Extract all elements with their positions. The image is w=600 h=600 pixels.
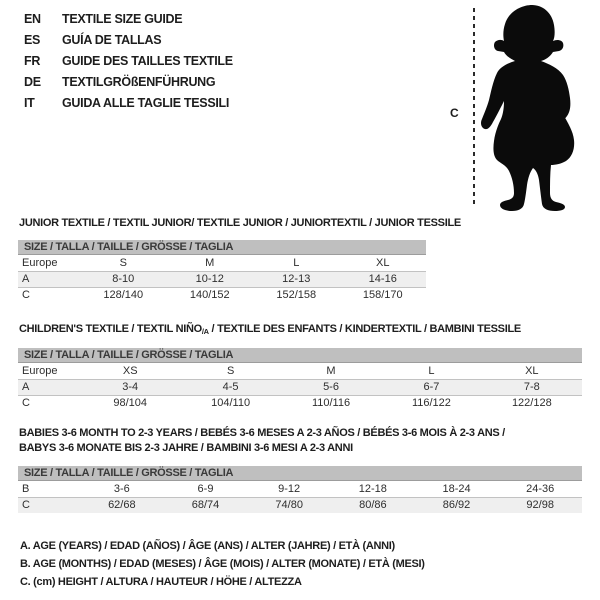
age-cell: 24-36 bbox=[526, 483, 555, 495]
age-cell: 10-12 bbox=[195, 273, 224, 285]
height-cell: 158/170 bbox=[362, 289, 403, 301]
guide-title: TEXTILE SIZE GUIDE bbox=[62, 12, 183, 26]
language-code: IT bbox=[24, 96, 35, 110]
language-row bbox=[24, 30, 233, 51]
children-table-title bbox=[19, 323, 521, 336]
height-cell: 74/80 bbox=[275, 499, 303, 511]
age-cell: 14-16 bbox=[368, 273, 397, 285]
height-cell: 122/128 bbox=[511, 397, 552, 409]
language-row bbox=[24, 9, 233, 30]
guide-title: TEXTILGRÖßENFÜHRUNG bbox=[62, 75, 216, 89]
height-cell: 80/86 bbox=[359, 499, 387, 511]
language-row bbox=[24, 51, 233, 72]
language-code: ES bbox=[24, 33, 41, 47]
table-row bbox=[18, 379, 582, 395]
language-code: EN bbox=[24, 12, 41, 26]
babies-title-line2: BABYS 3-6 MONATE BIS 2-3 JAHRE / BAMBINI 3-6 MESI A 2-3 ANNI bbox=[19, 442, 353, 454]
size-cell: XL bbox=[525, 365, 539, 377]
height-cell: 116/122 bbox=[411, 397, 451, 409]
babies-title-line1: BABIES 3-6 MONTH TO 2-3 YEARS / BEBÉS 3-6 MESES A 2-3 AÑOS / BÉBÉS 3-6 MOIS À 2-3 ANS / bbox=[19, 427, 505, 439]
children-size-table bbox=[18, 348, 582, 411]
language-title-list bbox=[24, 9, 233, 114]
row-label: C bbox=[22, 499, 30, 511]
language-code: FR bbox=[24, 54, 41, 68]
age-cell: 6-9 bbox=[197, 483, 214, 495]
height-cell: 104/110 bbox=[211, 397, 251, 409]
size-cell: S bbox=[226, 365, 235, 377]
size-cell: L bbox=[428, 365, 435, 377]
height-cell: 68/74 bbox=[191, 499, 220, 511]
size-cell: M bbox=[326, 365, 336, 377]
size-cell: L bbox=[293, 257, 300, 269]
table-row bbox=[18, 497, 582, 513]
baby-silhouette-icon bbox=[478, 2, 578, 212]
legend-item-c: C. (cm) HEIGHT / ALTURA / HAUTEUR / HÖHE / ALTEZZA bbox=[20, 576, 302, 588]
table-row bbox=[18, 255, 426, 271]
row-label: Europe bbox=[22, 257, 58, 269]
height-cell: 92/98 bbox=[526, 499, 554, 511]
age-cell: 8-10 bbox=[112, 273, 135, 285]
height-cell: 98/104 bbox=[113, 397, 148, 409]
guide-title: GUIDE DES TAILLES TEXTILE bbox=[62, 54, 233, 68]
children-title-part: CHILDREN'S TEXTILE / TEXTIL NIÑO bbox=[19, 323, 202, 335]
age-cell: 18-24 bbox=[442, 483, 471, 495]
children-title-subscript: /A bbox=[201, 327, 209, 336]
children-title-part: / TEXTILE DES ENFANTS / KINDERTEXTIL / BAMBINI TESSILE bbox=[208, 323, 521, 335]
language-row bbox=[24, 93, 233, 114]
row-label: A bbox=[22, 381, 30, 393]
age-cell: 6-7 bbox=[423, 381, 440, 393]
table-row bbox=[18, 363, 582, 379]
row-label: C bbox=[22, 397, 30, 409]
age-cell: 12-18 bbox=[358, 483, 387, 495]
table-row bbox=[18, 395, 582, 411]
height-cell: 140/152 bbox=[189, 289, 230, 301]
height-cell: 110/116 bbox=[311, 397, 351, 409]
junior-size-table bbox=[18, 240, 426, 303]
height-measure-dashed-line bbox=[473, 8, 475, 206]
age-cell: 3-4 bbox=[122, 381, 139, 393]
size-header-band: SIZE / TALLA / TAILLE / GRÖSSE / TAGLIA bbox=[18, 240, 426, 255]
row-label: B bbox=[22, 483, 30, 495]
height-cell: 86/92 bbox=[442, 499, 471, 511]
row-label: C bbox=[22, 289, 30, 301]
legend-item-a: A. AGE (YEARS) / EDAD (AÑOS) / ÂGE (ANS) / ALTER (JAHRE) / ETÀ (ANNI) bbox=[20, 540, 395, 552]
age-cell: 12-13 bbox=[282, 273, 311, 285]
size-cell: S bbox=[119, 257, 127, 269]
height-cell: 152/158 bbox=[276, 289, 317, 301]
table-row bbox=[18, 287, 426, 303]
junior-table-title: JUNIOR TEXTILE / TEXTIL JUNIOR/ TEXTILE JUNIOR / JUNIORTEXTIL / JUNIOR TESSILE bbox=[19, 217, 461, 229]
row-label: A bbox=[22, 273, 30, 285]
height-measure-label: C bbox=[450, 106, 459, 120]
height-cell: 62/68 bbox=[108, 499, 136, 511]
size-cell: XS bbox=[122, 365, 138, 377]
table-row bbox=[18, 271, 426, 287]
guide-title: GUIDA ALLE TAGLIE TESSILI bbox=[62, 96, 230, 110]
size-header-band: SIZE / TALLA / TAILLE / GRÖSSE / TAGLIA bbox=[18, 348, 582, 363]
babies-table-title bbox=[19, 426, 505, 456]
height-cell: 128/140 bbox=[103, 289, 144, 301]
legend-item-b: B. AGE (MONTHS) / EDAD (MESES) / ÂGE (MOIS) / ALTER (MONATE) / ETÀ (MESI) bbox=[20, 558, 425, 570]
size-cell: XL bbox=[376, 257, 390, 269]
language-code: DE bbox=[24, 75, 41, 89]
size-header-band: SIZE / TALLA / TAILLE / GRÖSSE / TAGLIA bbox=[18, 466, 582, 481]
size-cell: M bbox=[205, 257, 215, 269]
age-cell: 4-5 bbox=[222, 381, 239, 393]
age-cell: 3-6 bbox=[113, 483, 130, 495]
row-label: Europe bbox=[22, 365, 58, 377]
table-row bbox=[18, 481, 582, 497]
babies-size-table bbox=[18, 466, 582, 513]
age-cell: 7-8 bbox=[523, 381, 540, 393]
age-cell: 5-6 bbox=[323, 381, 339, 393]
age-cell: 9-12 bbox=[278, 483, 301, 495]
guide-title: GUÍA DE TALLAS bbox=[62, 33, 162, 47]
legend bbox=[20, 537, 425, 591]
language-row bbox=[24, 72, 233, 93]
